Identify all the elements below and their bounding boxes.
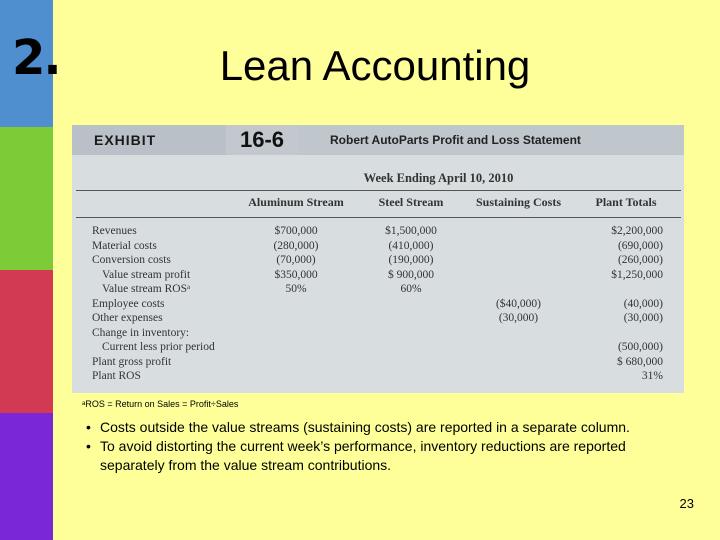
bullet-item [86,437,676,475]
cell [236,369,356,384]
cell [466,326,571,341]
pl-statement-table [76,171,681,384]
footnote: ᵃROS = Return on Sales = Profit÷Sales [82,399,239,409]
cell: ($40,000) [495,297,542,310]
exhibit-header [72,125,684,155]
table-row [76,268,681,283]
cell [356,326,466,341]
cell: (190,000) [388,254,434,266]
left-stripe-purple [0,413,53,540]
bullet-icon: • [86,438,91,454]
cell: $350,000 [274,268,318,281]
cell [356,369,466,384]
table-row [76,239,681,254]
row-label: Material costs [92,239,157,252]
cell [356,355,466,370]
cell: (30,000) [498,312,539,324]
left-stripe-green [0,127,53,270]
table-body [76,224,681,384]
cell [466,369,571,384]
cell [236,355,356,370]
row-label: Other expenses [92,312,163,324]
column-header: Aluminum Stream [248,195,344,209]
column-header: Sustaining Costs [475,195,562,209]
cell [466,268,571,283]
cell [236,297,356,312]
cell [356,340,466,355]
cell [466,282,571,297]
cell [466,224,571,239]
week-heading: Week Ending April 10, 2010 [363,171,514,185]
cell: (280,000) [273,239,319,252]
table-row [76,340,681,355]
row-label: Plant ROS [92,370,141,382]
exhibit-title: Robert AutoParts Profit and Loss Statement [330,133,581,147]
bullet-list [86,418,676,475]
bullet-icon: • [86,419,91,435]
table-rule [76,217,681,218]
cell: $ 900,000 [388,268,434,281]
cell [466,355,571,370]
table-row [76,355,681,370]
row-label: Value stream ROSᵃ [102,283,191,295]
cell: (40,000) [623,297,663,310]
table-row [76,311,681,326]
bullet-text: Costs outside the value streams (sustaining costs) are reported in a separate column. [100,419,630,435]
slide-title: Lean Accounting [219,42,531,89]
cell: $700,000 [274,225,318,237]
cell [236,340,356,355]
exhibit-number: 16-6 [226,125,298,155]
row-label: Value stream profit [102,268,191,281]
cell: 50% [285,283,307,295]
row-label: Change in inventory: [92,326,190,339]
cell: $1,500,000 [385,225,437,237]
row-label: Revenues [92,225,137,237]
cell: 60% [400,283,422,295]
page-number: 23 [679,496,694,511]
cell [466,239,571,254]
table-row [76,369,681,384]
cell: (690,000) [617,239,663,252]
cell: 31% [641,370,663,382]
cell [571,326,681,341]
cell: (500,000) [617,341,663,353]
cell: (410,000) [388,239,434,252]
column-headers [76,191,681,213]
cell [571,282,681,297]
exhibit-label: EXHIBIT [94,132,157,148]
cell: (70,000) [276,254,316,266]
cell: (260,000) [617,254,663,266]
cell: (30,000) [623,312,663,324]
bullet-item [86,418,676,437]
cell [466,253,571,268]
table-row [76,326,681,341]
exhibit-figure [72,125,684,393]
column-header: Steel Stream [378,195,444,209]
cell: $1,250,000 [611,268,663,281]
row-label: Plant gross profit [92,355,172,368]
table-row [76,253,681,268]
row-label: Conversion costs [92,254,171,266]
cell [236,326,356,341]
row-label: Employee costs [92,297,165,310]
table-row [76,282,681,297]
column-header [76,195,236,210]
bullet-text: To avoid distorting the current week’s performance, inventory reductions are reported separately from the value stream contributions. [100,438,626,473]
cell [466,340,571,355]
cell: $ 680,000 [617,355,663,368]
slide-number: 2. [12,30,60,86]
exhibit-tag [72,125,226,155]
cell: $2,200,000 [611,225,663,237]
left-stripe-red [0,270,53,413]
table-row [76,297,681,312]
cell [356,311,466,326]
column-header: Plant Totals [595,195,657,209]
cell [356,297,466,312]
row-label: Current less prior period [102,341,215,353]
cell [236,311,356,326]
table-row [76,224,681,239]
